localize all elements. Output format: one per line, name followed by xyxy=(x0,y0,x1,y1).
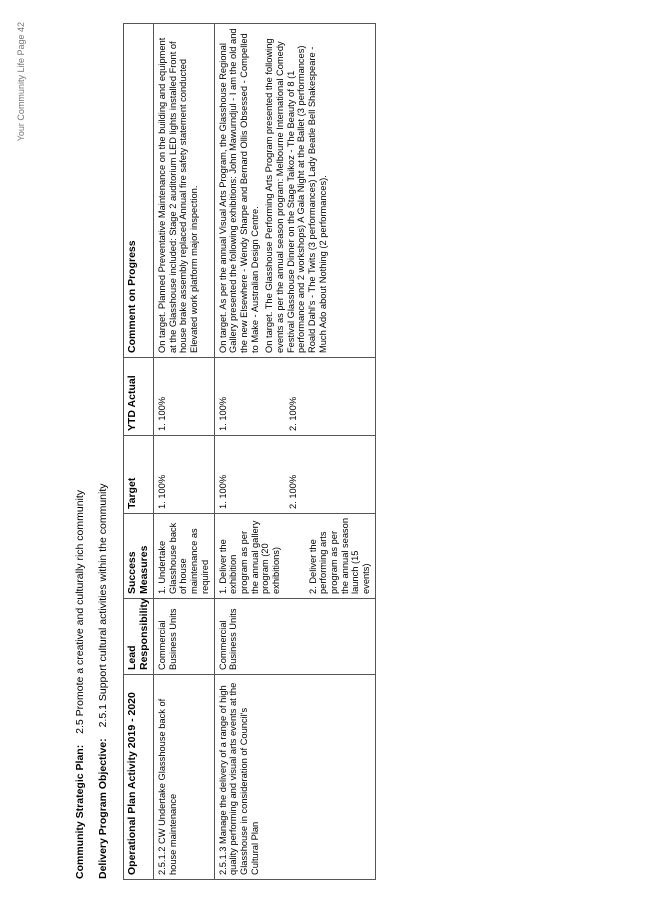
ytd-cell xyxy=(214,358,375,436)
col-header-measures: Success Measures xyxy=(124,514,154,599)
comment-cell xyxy=(214,24,375,358)
page-footer: Your Community Life Page 42 xyxy=(16,22,26,142)
col-header-comment: Comment on Progress xyxy=(124,24,154,358)
objective-value: 2.5.1 Support cultural activities within the community xyxy=(97,483,109,728)
ytd-item: 1. 100% xyxy=(157,396,168,431)
measure-item: 2. Deliver the performing arts program as per the annual season launch (15 events) xyxy=(307,518,372,594)
strategic-plan-value: 2.5 Promote a creative and culturally rich community xyxy=(74,489,86,734)
comment-cell xyxy=(154,24,214,358)
col-header-ytd: YTD Actual xyxy=(124,358,154,436)
measures-cell xyxy=(214,514,375,599)
col-header-activity: Operational Plan Activity 2019 - 2020 xyxy=(124,675,154,880)
comment-item: On target. As per the annual Visual Arts Program, the Glasshouse Regional Gallery presented the following exhibitions: John Mawurndjul - I am the old and the new Elsewhere - Wendy Sharpe and Bernard Ollis Obsessed - Compelled to Make - Australian Design Centre. xyxy=(217,28,260,353)
table-header-row xyxy=(124,24,154,880)
comment-item: On target. Planned Preventative Maintenance on the building and equipment at the Glasshouse included: Stage 2 auditorium LED lights installed Front of house brake assembly replaced Annual fire safety statement conducted Elevated work platform major inspection. xyxy=(157,37,200,353)
measures-cell xyxy=(154,514,214,599)
activity-cell: 2.5.1.3 Manage the delivery of a range of high quality performing and visual arts events at the Glasshouse in consideration of Council's Cultural Plan xyxy=(214,675,375,880)
comment-item: On target. The Glasshouse Performing Arts Program presented the following events as per the annual season program: Melbourne International Comedy Festival Glasshouse Dinner on the Stage Taikoz - The Beauty of 8 (1 performance and 2 workshops) A Gala Night at the Ballet (3 performances) Roald Dahl's - The Twits (3 performances) Lady Beatle Bell Shakespeare - Much Ado about Nothing (2 performances). xyxy=(264,38,328,353)
ytd-cell xyxy=(154,358,214,436)
operational-plan-table xyxy=(123,23,376,880)
col-header-responsibility: Lead Responsibility xyxy=(124,599,154,675)
col-header-target: Target xyxy=(124,436,154,514)
objective-line xyxy=(97,483,109,879)
measure-item: 1. Undertake Glasshouse back of house maintenance as required xyxy=(157,522,210,594)
table-row xyxy=(214,24,375,880)
target-item: 2. 100% xyxy=(288,474,299,509)
activity-cell: 2.5.1.2 CW Undertake Glasshouse back of house maintenance xyxy=(154,675,214,880)
objective-label: Delivery Program Objective: xyxy=(97,738,109,879)
strategic-plan-label: Community Strategic Plan: xyxy=(74,744,86,879)
ytd-item: 1. 100% xyxy=(217,396,228,431)
target-item: 1. 100% xyxy=(157,474,168,509)
ytd-item: 2. 100% xyxy=(288,396,299,431)
target-cell xyxy=(214,436,375,514)
strategic-plan-line xyxy=(74,490,86,879)
target-item: 1. 100% xyxy=(217,474,228,509)
target-cell xyxy=(154,436,214,514)
responsibility-cell: Commercial Business Units xyxy=(154,599,214,675)
table-row xyxy=(154,24,214,880)
measure-item: 1. Deliver the exhibition program as per the annual gallery program (20 exhibitions) xyxy=(217,520,281,594)
responsibility-cell: Commercial Business Units xyxy=(214,599,375,675)
